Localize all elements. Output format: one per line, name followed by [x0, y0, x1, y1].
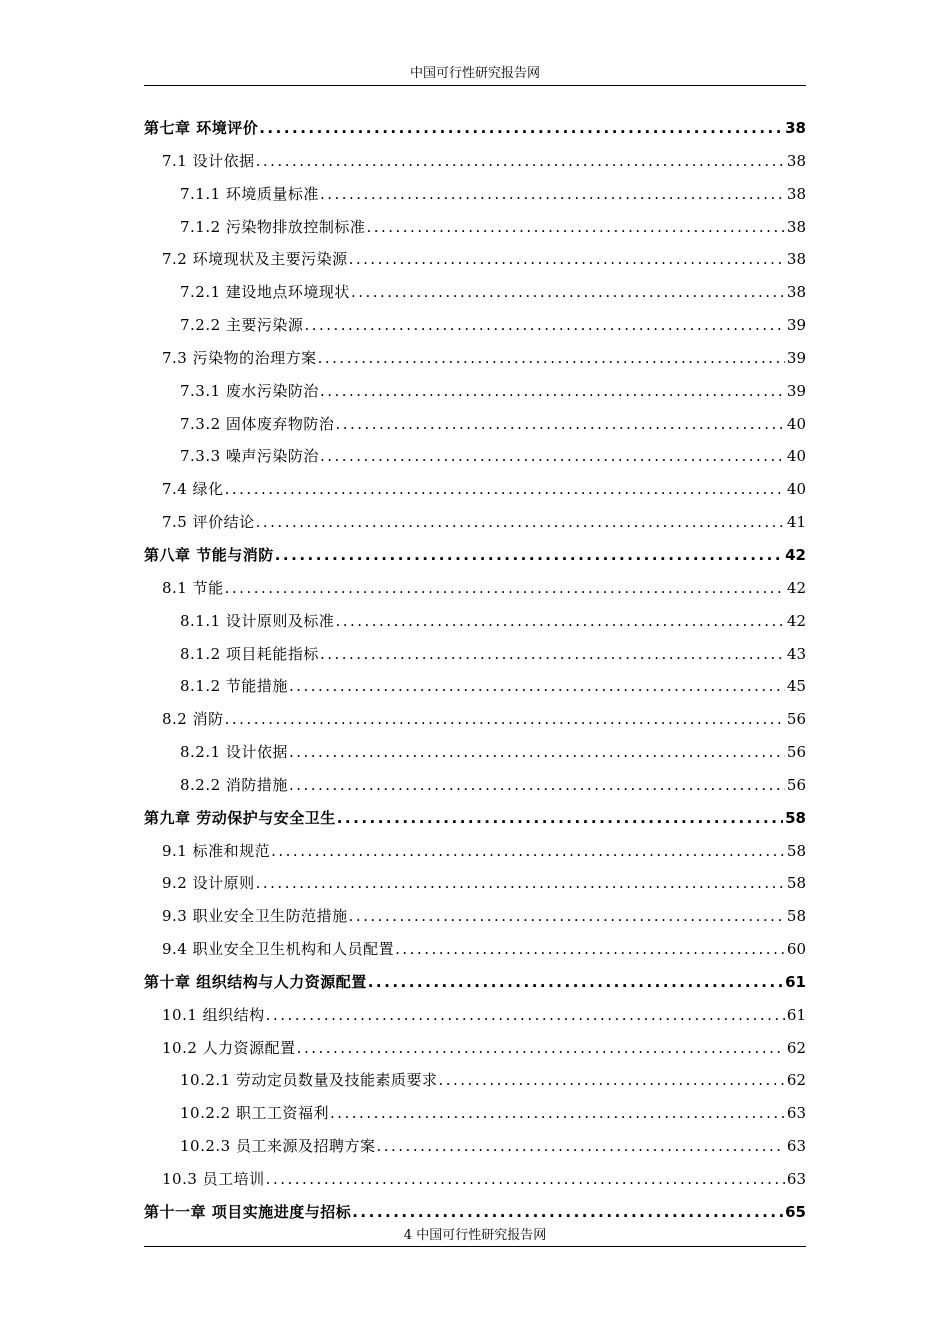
toc-section-entry[interactable] [144, 576, 806, 609]
toc-subsection-entry[interactable] [144, 1134, 806, 1167]
toc-page-number: 65 [785, 1202, 806, 1221]
toc-page-number: 40 [786, 480, 806, 499]
toc-dot-leader [304, 313, 784, 337]
toc-dot-leader [320, 642, 785, 666]
toc-page-number: 41 [786, 513, 806, 532]
footer-divider [144, 1246, 806, 1247]
toc-dot-leader [266, 1167, 785, 1191]
toc-subsection-entry[interactable] [144, 609, 806, 642]
toc-subsection-entry[interactable] [144, 280, 806, 313]
toc-entry-label: 9.1 标准和规范 [162, 841, 271, 860]
toc-section-entry[interactable] [144, 1036, 806, 1069]
toc-page-number: 39 [786, 381, 806, 400]
toc-page-number: 43 [786, 644, 806, 663]
toc-dot-leader [320, 379, 785, 403]
header-divider [144, 85, 806, 86]
toc-entry-label: 9.3 职业安全卫生防范措施 [162, 907, 348, 926]
toc-page-number: 42 [786, 611, 806, 630]
toc-entry-label: 8.1.2 项目耗能指标 [180, 644, 319, 663]
toc-page-number: 40 [786, 447, 806, 466]
toc-subsection-entry[interactable] [144, 642, 806, 675]
toc-page-number: 38 [786, 250, 806, 269]
toc-page-number: 58 [785, 808, 806, 827]
toc-subsection-entry[interactable] [144, 379, 806, 412]
toc-dot-leader [335, 609, 784, 633]
toc-section-entry[interactable] [144, 477, 806, 510]
toc-section-entry[interactable] [144, 871, 806, 904]
toc-entry-label: 7.3 污染物的治理方案 [162, 348, 317, 367]
toc-page-number: 38 [786, 184, 806, 203]
toc-page-number: 40 [786, 414, 806, 433]
toc-dot-leader [289, 674, 785, 698]
toc-dot-leader [368, 970, 783, 994]
toc-section-entry[interactable] [144, 904, 806, 937]
toc-page-number: 39 [786, 316, 806, 335]
toc-dot-leader [320, 182, 785, 206]
toc-dot-leader [256, 510, 785, 534]
toc-page-number: 56 [786, 743, 806, 762]
toc-section-entry[interactable] [144, 346, 806, 379]
toc-section-entry[interactable] [144, 510, 806, 543]
toc-section-entry[interactable] [144, 839, 806, 872]
toc-entry-label: 9.4 职业安全卫生机构和人员配置 [162, 940, 395, 959]
toc-page-number: 56 [786, 710, 806, 729]
toc-entry-label: 10.3 员工培训 [162, 1170, 265, 1188]
toc-dot-leader [259, 116, 783, 140]
toc-section-entry[interactable] [144, 937, 806, 970]
toc-entry-label: 7.2 环境现状及主要污染源 [162, 250, 348, 269]
toc-entry-label: 7.3.1 废水污染防治 [180, 381, 319, 400]
toc-dot-leader [330, 1101, 785, 1125]
toc-page-number: 38 [786, 283, 806, 302]
toc-entry-label: 8.2.1 设计依据 [180, 743, 288, 762]
toc-dot-leader [320, 444, 785, 468]
toc-chapter-entry[interactable] [144, 543, 806, 576]
toc-dot-leader [395, 937, 785, 961]
toc-entry-label: 7.5 评价结论 [162, 513, 255, 532]
toc-entry-label: 第八章 节能与消防 [144, 545, 274, 564]
table-of-contents [144, 116, 806, 1233]
toc-page-number: 39 [786, 348, 806, 367]
toc-dot-leader [335, 412, 784, 436]
toc-chapter-entry[interactable] [144, 116, 806, 149]
toc-dot-leader [256, 149, 785, 173]
toc-entry-label: 10.2.1 劳动定员数量及技能素质要求 [180, 1071, 438, 1090]
toc-dot-leader [289, 740, 785, 764]
toc-page-number: 63 [786, 1170, 806, 1188]
toc-page-number: 62 [786, 1038, 806, 1057]
toc-entry-label: 7.2.2 主要污染源 [180, 316, 304, 335]
toc-entry-label: 7.1.2 污染物排放控制标准 [180, 217, 366, 236]
toc-section-entry[interactable] [144, 247, 806, 280]
toc-entry-label: 9.2 设计原则 [162, 874, 255, 893]
toc-entry-label: 10.1 组织结构 [162, 1005, 265, 1024]
toc-page-number: 38 [786, 151, 806, 170]
toc-section-entry[interactable] [144, 1167, 806, 1200]
toc-entry-label: 8.1.1 设计原则及标准 [180, 611, 335, 630]
toc-entry-label: 7.4 绿化 [162, 480, 224, 499]
toc-section-entry[interactable] [144, 707, 806, 740]
toc-page-number: 63 [786, 1104, 806, 1123]
toc-section-entry[interactable] [144, 149, 806, 182]
toc-dot-leader [351, 280, 785, 304]
page-footer: 4 中国可行性研究报告网 [403, 1228, 547, 1243]
toc-chapter-entry[interactable] [144, 806, 806, 839]
toc-entry-label: 10.2 人力资源配置 [162, 1038, 296, 1057]
toc-entry-label: 7.2.1 建设地点环境现状 [180, 283, 350, 302]
toc-subsection-entry[interactable] [144, 740, 806, 773]
toc-dot-leader [297, 1036, 785, 1060]
toc-dot-leader [438, 1068, 784, 1092]
toc-entry-label: 7.3.3 噪声污染防治 [180, 447, 319, 466]
toc-dot-leader [271, 839, 785, 863]
toc-entry-label: 8.2 消防 [162, 710, 224, 729]
toc-entry-label: 8.2.2 消防措施 [180, 775, 288, 794]
toc-entry-label: 10.2.2 职工工资福利 [180, 1104, 329, 1123]
toc-dot-leader [366, 215, 784, 239]
toc-entry-label: 8.1.2 节能措施 [180, 677, 288, 696]
toc-dot-leader [349, 247, 785, 271]
toc-page-number: 42 [785, 545, 806, 564]
toc-entry-label: 第七章 环境评价 [144, 119, 259, 137]
toc-dot-leader [318, 346, 785, 370]
toc-entry-label: 7.1 设计依据 [162, 151, 255, 170]
toc-dot-leader [266, 1003, 785, 1027]
toc-page-number: 45 [786, 677, 806, 696]
toc-page-number: 61 [786, 1005, 806, 1024]
toc-dot-leader [349, 904, 785, 928]
toc-page-number: 61 [785, 972, 806, 991]
toc-entry-label: 7.3.2 固体废弃物防治 [180, 414, 335, 433]
toc-subsection-entry[interactable] [144, 215, 806, 248]
toc-page-number: 62 [786, 1071, 806, 1090]
toc-page-number: 42 [786, 578, 806, 597]
toc-section-entry[interactable] [144, 1003, 806, 1036]
toc-subsection-entry[interactable] [144, 773, 806, 806]
toc-subsection-entry[interactable] [144, 313, 806, 346]
toc-entry-label: 7.1.1 环境质量标准 [180, 184, 319, 203]
toc-dot-leader [256, 871, 785, 895]
toc-page-number: 38 [786, 217, 806, 236]
toc-dot-leader [352, 1200, 783, 1224]
toc-entry-label: 第十章 组织结构与人力资源配置 [144, 972, 367, 991]
toc-subsection-entry[interactable] [144, 674, 806, 707]
toc-dot-leader [376, 1134, 784, 1158]
toc-entry-label: 第十一章 项目实施进度与招标 [144, 1202, 352, 1221]
toc-dot-leader [225, 477, 785, 501]
toc-dot-leader [337, 806, 783, 830]
toc-subsection-entry[interactable] [144, 1101, 806, 1134]
toc-dot-leader [289, 773, 785, 797]
toc-subsection-entry[interactable] [144, 1068, 806, 1101]
toc-page-number: 56 [786, 775, 806, 794]
toc-entry-label: 8.1 节能 [162, 578, 224, 597]
toc-dot-leader [275, 543, 783, 567]
toc-chapter-entry[interactable] [144, 970, 806, 1003]
toc-subsection-entry[interactable] [144, 182, 806, 215]
toc-entry-label: 10.2.3 员工来源及招聘方案 [180, 1137, 376, 1156]
toc-page-number: 58 [786, 907, 806, 926]
toc-page-number: 58 [786, 874, 806, 893]
toc-page-number: 60 [786, 940, 806, 959]
toc-entry-label: 第九章 劳动保护与安全卫生 [144, 808, 336, 827]
toc-dot-leader [225, 707, 785, 731]
toc-page-number: 63 [786, 1137, 806, 1156]
page-header-title: 中国可行性研究报告网 [409, 66, 540, 81]
toc-page-number: 58 [786, 841, 806, 860]
toc-dot-leader [225, 576, 785, 600]
toc-page-number: 38 [785, 119, 806, 137]
toc-subsection-entry[interactable] [144, 444, 806, 477]
toc-subsection-entry[interactable] [144, 412, 806, 445]
